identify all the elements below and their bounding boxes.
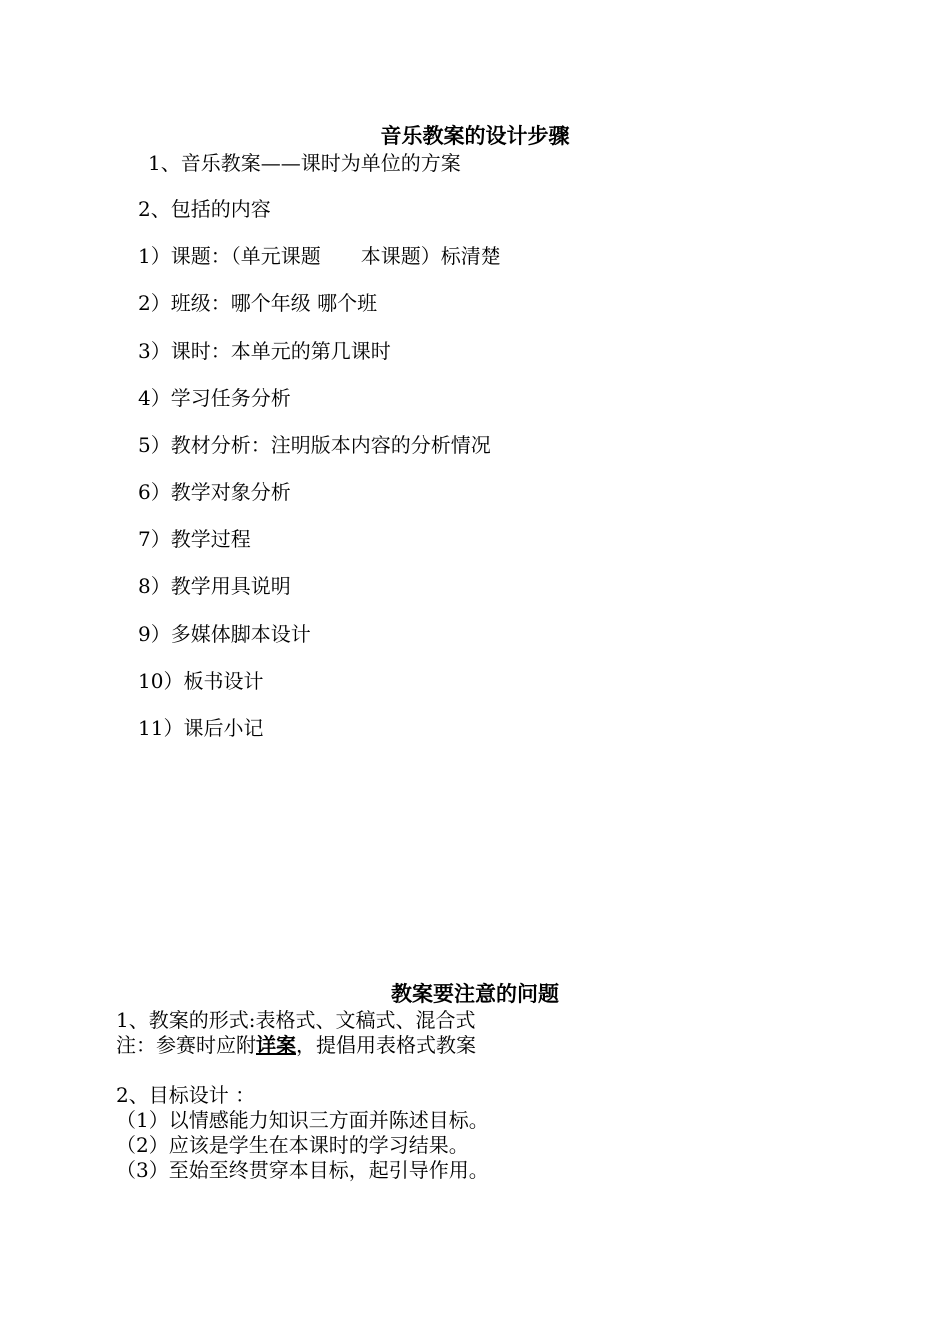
contents-item-8: 8）教学用具说明 [138,574,291,598]
contents-item-5: 5）教材分析：注明版本内容的分析情况 [138,433,491,457]
contents-item-11: 11）课后小记 [138,716,264,740]
section1-title: 音乐教案的设计步骤 [380,123,570,148]
section1-intro: 1、音乐教案——课时为单位的方案 [148,151,461,175]
contents-item-4: 4）学习任务分析 [138,386,291,410]
note-prefix: 注：参赛时应附 [116,1033,256,1057]
note-emphasis: 详案 [256,1033,296,1057]
contents-item-7: 7）教学过程 [138,527,251,551]
form-line: 1、教案的形式:表格式、文稿式、混合式 [116,1008,476,1032]
contents-item-1: 1）课题：（单元课题 本课题）标清楚 [138,244,501,268]
goal-item-3: （3）至始至终贯穿本目标，起引导作用。 [116,1158,489,1182]
goal-item-1: （1）以情感能力知识三方面并陈述目标。 [116,1108,489,1132]
note-line [116,1032,476,1058]
contents-item-6: 6）教学对象分析 [138,480,291,504]
goal-heading: 2、目标设计 ： [116,1083,256,1107]
note-suffix: ，提倡用表格式教案 [296,1033,476,1057]
contents-item-9: 9）多媒体脚本设计 [138,622,311,646]
contents-item-10: 10）板书设计 [138,669,264,693]
contents-heading: 2、包括的内容 [138,197,271,221]
section2-title: 教案要注意的问题 [391,981,559,1006]
contents-item-3: 3）课时：本单元的第几课时 [138,339,391,363]
goal-item-2: （2）应该是学生在本课时的学习结果。 [116,1133,469,1157]
contents-item-2: 2）班级：哪个年级 哪个班 [138,291,378,315]
